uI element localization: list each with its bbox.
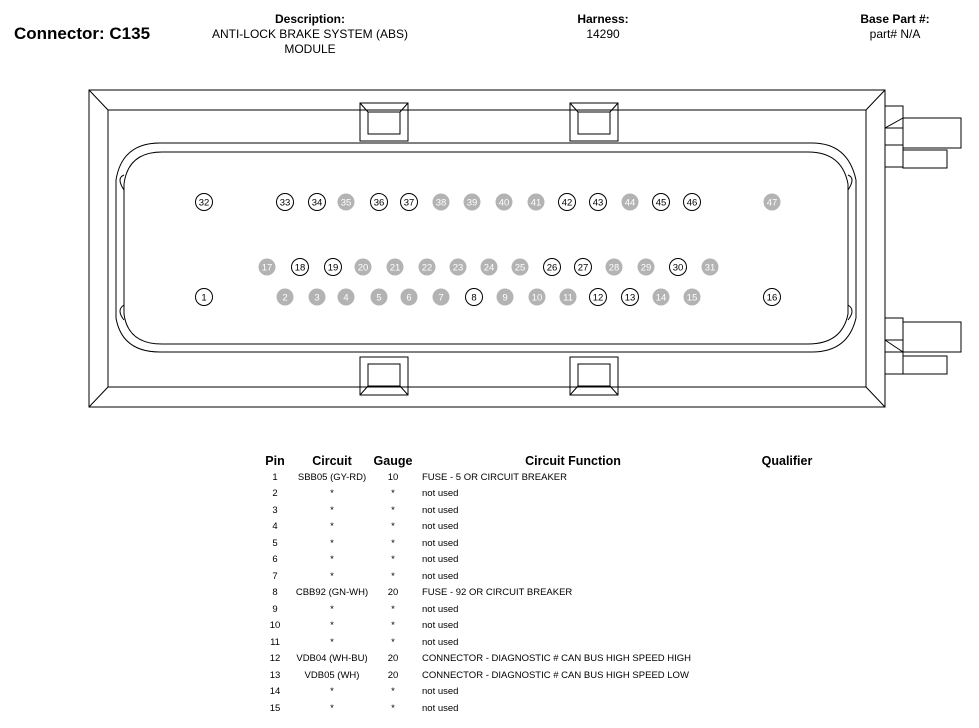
header-pin: Pin: [265, 454, 285, 468]
cell-qualifier: [732, 535, 842, 552]
pin-number: 7: [438, 292, 444, 304]
cell-circuit: CBB92 (GN-WH): [295, 587, 369, 599]
cell-circuit: *: [330, 504, 334, 516]
pin-number: 42: [561, 197, 573, 209]
pin-number: 15: [686, 292, 698, 304]
cell-circuit: *: [330, 636, 334, 648]
table-row: [258, 486, 842, 503]
pin-46: [684, 194, 701, 211]
pin-44: [622, 194, 639, 211]
pin-number: 37: [403, 197, 415, 209]
pin-24: [481, 259, 498, 276]
pin-number: 38: [435, 197, 447, 209]
cell-gauge: *: [391, 686, 395, 698]
cell-function: CONNECTOR - DIAGNOSTIC # CAN BUS HIGH SPEED HIGH: [422, 653, 692, 665]
cell-pin: 11: [270, 636, 280, 648]
pin-number: 41: [530, 197, 542, 209]
pin-number: 47: [766, 197, 778, 209]
table-row: [258, 519, 842, 536]
pin-31: [702, 259, 719, 276]
pin-number: 31: [704, 262, 716, 274]
pin-40: [496, 194, 513, 211]
pin-12: [590, 289, 607, 306]
cell-circuit: VDB05 (WH): [304, 669, 360, 681]
pin-38: [433, 194, 450, 211]
harness-value: 14290: [586, 27, 620, 41]
pin-18: [292, 259, 309, 276]
pin-number: 10: [531, 292, 543, 304]
base-part-value: part# N/A: [869, 27, 921, 41]
pin-number: 21: [389, 262, 401, 274]
pin-number: 12: [592, 292, 604, 304]
pin-table: [258, 453, 842, 717]
pin-number: 22: [421, 262, 433, 274]
pin-20: [355, 259, 372, 276]
cell-qualifier: [732, 502, 842, 519]
pin-10: [529, 289, 546, 306]
cell-qualifier: [732, 552, 842, 569]
cell-function: not used: [422, 686, 459, 698]
header-function: Circuit Function: [525, 454, 621, 468]
cell-pin: 8: [272, 587, 278, 599]
pin-number: 36: [373, 197, 385, 209]
cell-function: not used: [422, 620, 459, 632]
pin-6: [401, 289, 418, 306]
cell-gauge: *: [391, 702, 395, 714]
pin-number: 3: [314, 292, 320, 304]
pin-number: 27: [577, 262, 589, 274]
cell-pin: 12: [269, 653, 281, 665]
connector-housing: [89, 90, 885, 407]
pin-number: 29: [640, 262, 652, 274]
pin-number: 34: [311, 197, 323, 209]
pin-16: [764, 289, 781, 306]
cell-pin: 2: [272, 488, 278, 500]
pin-4: [338, 289, 355, 306]
cell-pin: 3: [272, 504, 278, 516]
cell-pin: 4: [272, 521, 278, 533]
pin-number: 40: [498, 197, 510, 209]
cell-circuit: *: [330, 620, 334, 632]
pin-35: [338, 194, 355, 211]
description-line1: ANTI-LOCK BRAKE SYSTEM (ABS): [211, 27, 409, 41]
pin-number: 5: [376, 292, 382, 304]
pin-number: 14: [655, 292, 667, 304]
pin-number: 18: [294, 262, 306, 274]
description-line2: MODULE: [284, 42, 336, 56]
pin-number: 1: [201, 292, 207, 304]
cell-function: FUSE - 92 OR CIRCUIT BREAKER: [422, 587, 573, 599]
pin-number: 20: [357, 262, 369, 274]
cell-gauge: 20: [387, 587, 399, 599]
pin-number: 17: [261, 262, 273, 274]
table-row: [258, 535, 842, 552]
pin-number: 24: [483, 262, 495, 274]
cell-qualifier: [732, 469, 842, 486]
cell-circuit: *: [330, 702, 334, 714]
cell-qualifier: [732, 684, 842, 701]
pin-number: 8: [471, 292, 477, 304]
cell-function: not used: [422, 702, 459, 714]
cell-gauge: *: [391, 636, 395, 648]
cell-function: not used: [422, 554, 459, 566]
cell-circuit: *: [330, 686, 334, 698]
pin-15: [684, 289, 701, 306]
pin-number: 4: [343, 292, 349, 304]
cell-qualifier: [732, 568, 842, 585]
cell-pin: 14: [269, 686, 281, 698]
cell-function: not used: [422, 521, 459, 533]
pin-17: [259, 259, 276, 276]
cell-circuit: VDB04 (WH-BU): [296, 653, 368, 665]
cell-gauge: 20: [387, 669, 399, 681]
table-row: [258, 667, 842, 684]
pin-26: [544, 259, 561, 276]
base-part-label: Base Part #:: [860, 12, 930, 26]
table-row: [258, 469, 842, 486]
pin-29: [638, 259, 655, 276]
pin-23: [450, 259, 467, 276]
pin-number: 19: [327, 262, 339, 274]
cell-pin: 13: [269, 669, 281, 681]
description-label: Description:: [274, 12, 345, 26]
table-row: [258, 585, 842, 602]
pin-21: [387, 259, 404, 276]
pin-layer: [196, 194, 781, 306]
pin-42: [559, 194, 576, 211]
pin-number: 25: [514, 262, 526, 274]
pin-number: 23: [452, 262, 464, 274]
cell-pin: 1: [272, 471, 278, 483]
pin-9: [497, 289, 514, 306]
cell-pin: 6: [272, 554, 278, 566]
pin-45: [653, 194, 670, 211]
cell-qualifier: [732, 601, 842, 618]
pin-25: [512, 259, 529, 276]
cell-gauge: *: [391, 504, 395, 516]
pin-number: 43: [592, 197, 604, 209]
pin-number: 2: [282, 292, 288, 304]
cell-qualifier: [732, 634, 842, 651]
cell-gauge: *: [391, 603, 395, 615]
cell-function: not used: [422, 537, 459, 549]
cell-function: not used: [422, 504, 459, 516]
pin-number: 28: [608, 262, 620, 274]
cell-qualifier: [732, 618, 842, 635]
cell-circuit: *: [330, 570, 334, 582]
table-row: [258, 618, 842, 635]
pin-22: [419, 259, 436, 276]
table-row: [258, 634, 842, 651]
pin-2: [277, 289, 294, 306]
cell-circuit: SBB05 (GY-RD): [297, 471, 367, 483]
pin-number: 46: [686, 197, 698, 209]
cell-pin: 10: [269, 620, 281, 632]
pin-number: 33: [279, 197, 291, 209]
pin-47: [764, 194, 781, 211]
cell-qualifier: [732, 700, 842, 717]
cell-function: CONNECTOR - DIAGNOSTIC # CAN BUS HIGH SPEED LOW: [422, 669, 689, 681]
table-row: [258, 700, 842, 717]
pin-30: [670, 259, 687, 276]
pin-number: 26: [546, 262, 558, 274]
cell-function: not used: [422, 603, 459, 615]
pin-28: [606, 259, 623, 276]
header-gauge: Gauge: [373, 454, 413, 468]
table-row: [258, 651, 842, 668]
pin-39: [464, 194, 481, 211]
pin-32: [196, 194, 213, 211]
pin-19: [325, 259, 342, 276]
pin-number: 11: [563, 292, 573, 304]
cell-qualifier: [732, 651, 842, 668]
cell-function: not used: [422, 636, 459, 648]
pin-number: 45: [655, 197, 667, 209]
cell-gauge: 20: [387, 653, 399, 665]
cell-function: FUSE - 5 OR CIRCUIT BREAKER: [422, 471, 567, 483]
cell-qualifier: [732, 486, 842, 503]
cell-gauge: *: [391, 537, 395, 549]
header-circuit: Circuit: [312, 454, 352, 468]
pin-number: 30: [672, 262, 684, 274]
pin-number: 39: [466, 197, 478, 209]
pin-36: [371, 194, 388, 211]
pin-37: [401, 194, 418, 211]
pin-8: [466, 289, 483, 306]
table-row: [258, 502, 842, 519]
pin-5: [371, 289, 388, 306]
pin-number: 32: [198, 197, 210, 209]
table-row: [258, 568, 842, 585]
cell-qualifier: [732, 585, 842, 602]
cell-pin: 5: [272, 537, 278, 549]
cell-gauge: *: [391, 488, 395, 500]
connector-title: Connector: C135: [14, 24, 151, 43]
table-row: [258, 684, 842, 701]
cell-qualifier: [732, 519, 842, 536]
pin-1: [196, 289, 213, 306]
pin-27: [575, 259, 592, 276]
cell-circuit: *: [330, 603, 334, 615]
pin-number: 16: [766, 292, 778, 304]
pin-7: [433, 289, 450, 306]
cell-gauge: *: [391, 554, 395, 566]
harness-label: Harness:: [577, 12, 629, 26]
pin-33: [277, 194, 294, 211]
pin-43: [590, 194, 607, 211]
pin-14: [653, 289, 670, 306]
cell-circuit: *: [330, 488, 334, 500]
pin-number: 13: [624, 292, 636, 304]
pin-number: 6: [406, 292, 412, 304]
cell-circuit: *: [330, 521, 334, 533]
cell-pin: 9: [272, 603, 278, 615]
cell-circuit: *: [330, 537, 334, 549]
cell-gauge: *: [391, 570, 395, 582]
pin-number: 35: [340, 197, 352, 209]
pin-34: [309, 194, 326, 211]
table-row: [258, 601, 842, 618]
cell-function: not used: [422, 570, 459, 582]
pin-table-header: [258, 453, 842, 469]
cell-gauge: 10: [387, 471, 399, 483]
pin-number: 44: [624, 197, 636, 209]
pin-41: [528, 194, 545, 211]
cell-pin: 7: [272, 570, 278, 582]
pin-3: [309, 289, 326, 306]
pin-13: [622, 289, 639, 306]
cell-pin: 15: [269, 702, 281, 714]
cell-function: not used: [422, 488, 459, 500]
pin-11: [560, 289, 577, 306]
cell-gauge: *: [391, 620, 395, 632]
cell-qualifier: [732, 667, 842, 684]
cell-gauge: *: [391, 521, 395, 533]
header-qualifier: Qualifier: [761, 454, 813, 468]
cell-circuit: *: [330, 554, 334, 566]
table-row: [258, 552, 842, 569]
pin-number: 9: [502, 292, 508, 304]
